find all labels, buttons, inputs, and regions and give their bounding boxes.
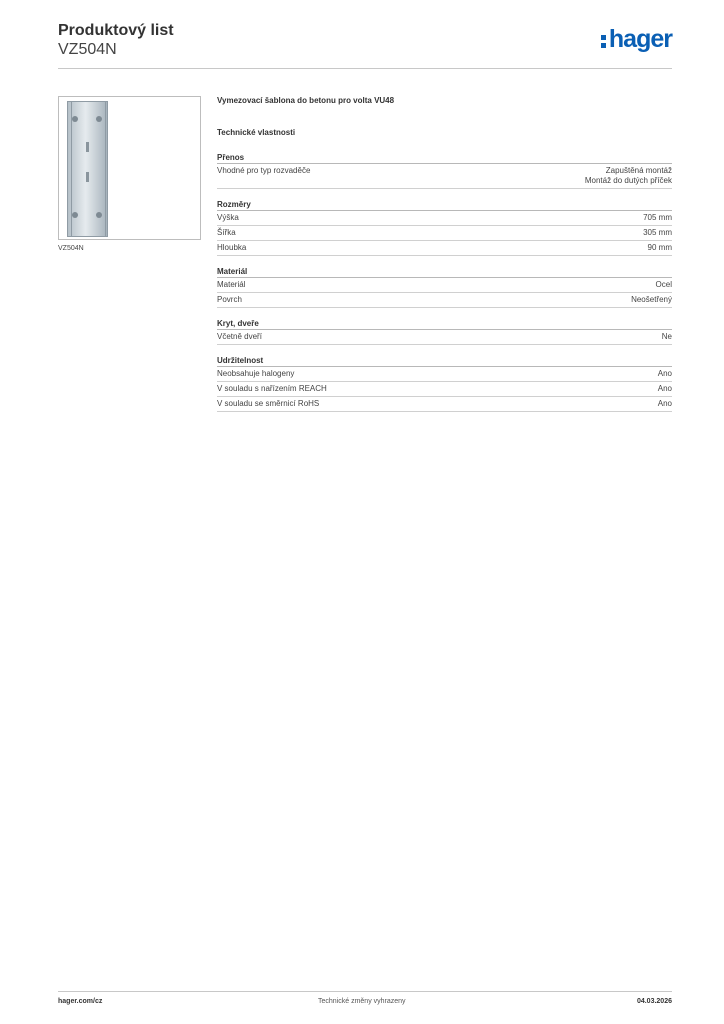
spec-value [643, 213, 672, 223]
spec-section [217, 152, 672, 189]
section-title: Přenos [217, 152, 672, 164]
image-caption: VZ504N [58, 245, 84, 252]
spec-value-line: Ocel [655, 280, 672, 289]
plate-hole [96, 212, 102, 218]
section-title: Rozměry [217, 199, 672, 211]
spec-value [658, 369, 672, 379]
footer-website: hager.com/cz [58, 998, 103, 1005]
spec-value-line: Montáž do dutých příček [584, 176, 672, 185]
logo-colon-icon [601, 31, 607, 47]
spec-value [662, 332, 672, 342]
section-title: Materiál [217, 266, 672, 278]
spec-value-line: Ano [657, 384, 672, 393]
spec-row [217, 211, 672, 226]
section-title: Udržitelnost [217, 355, 672, 367]
footer-notice: Technické změny vyhrazeny [318, 998, 406, 1005]
product-code: VZ504N [58, 41, 117, 58]
spec-label: V souladu s nařízením REACH [217, 384, 327, 393]
tech-heading: Technické vlastnosti [217, 128, 296, 137]
spec-row [217, 367, 672, 382]
spec-row [217, 164, 672, 189]
spec-row [217, 330, 672, 345]
spec-label: Šířka [217, 228, 236, 237]
spec-value-line: 305 mm [643, 228, 672, 237]
spec-value [585, 166, 672, 186]
spec-section [217, 318, 672, 345]
header-divider [58, 68, 672, 69]
spec-value [648, 243, 672, 253]
spec-section [217, 266, 672, 308]
spec-value-line: Ano [657, 399, 672, 408]
logo-text: hager [608, 25, 672, 53]
spec-label: Hloubka [217, 243, 247, 252]
spec-row [217, 278, 672, 293]
spec-label: Povrch [217, 295, 242, 304]
footer-divider [58, 991, 672, 992]
spec-section [217, 199, 672, 256]
plate-hole [72, 212, 78, 218]
section-title: Kryt, dveře [217, 318, 672, 330]
spec-label: Výška [217, 213, 239, 222]
spec-row [217, 241, 672, 256]
spec-section [217, 355, 672, 412]
spec-row [217, 382, 672, 397]
spec-value-line: 90 mm [647, 243, 672, 252]
plate-hole [72, 116, 78, 122]
spec-value [643, 228, 672, 238]
spec-row [217, 293, 672, 308]
spec-value [656, 280, 672, 290]
product-image [58, 96, 201, 240]
spec-value-line: Zapuštěná montáž [605, 166, 672, 175]
spec-label: V souladu se směrnicí RoHS [217, 399, 320, 408]
spec-value [658, 399, 672, 409]
template-plate-illustration [67, 101, 108, 237]
spec-value [631, 295, 672, 305]
spec-label: Materiál [217, 280, 246, 289]
page-title: Produktový list [58, 22, 174, 39]
spec-label: Neobsahuje halogeny [217, 369, 295, 378]
page-header [58, 20, 672, 70]
product-description: Vymezovací šablona do betonu pro volta VU48 [217, 96, 395, 105]
spec-row [217, 226, 672, 241]
plate-slot [86, 142, 89, 152]
hager-logo [601, 25, 672, 54]
spec-value-line: Neošetřený [631, 295, 672, 304]
plate-slot [86, 172, 89, 182]
spec-label: Vhodné pro typ rozvaděče [217, 166, 311, 175]
spec-sections [217, 152, 672, 412]
spec-row [217, 397, 672, 412]
spec-value-line: 705 mm [643, 213, 672, 222]
spec-label: Včetně dveří [217, 332, 262, 341]
spec-value-line: Ne [661, 332, 672, 341]
plate-hole [96, 116, 102, 122]
footer-date: 04.03.2026 [636, 998, 672, 1005]
spec-content [217, 96, 672, 422]
spec-value-line: Ano [657, 369, 672, 378]
spec-value [658, 384, 672, 394]
